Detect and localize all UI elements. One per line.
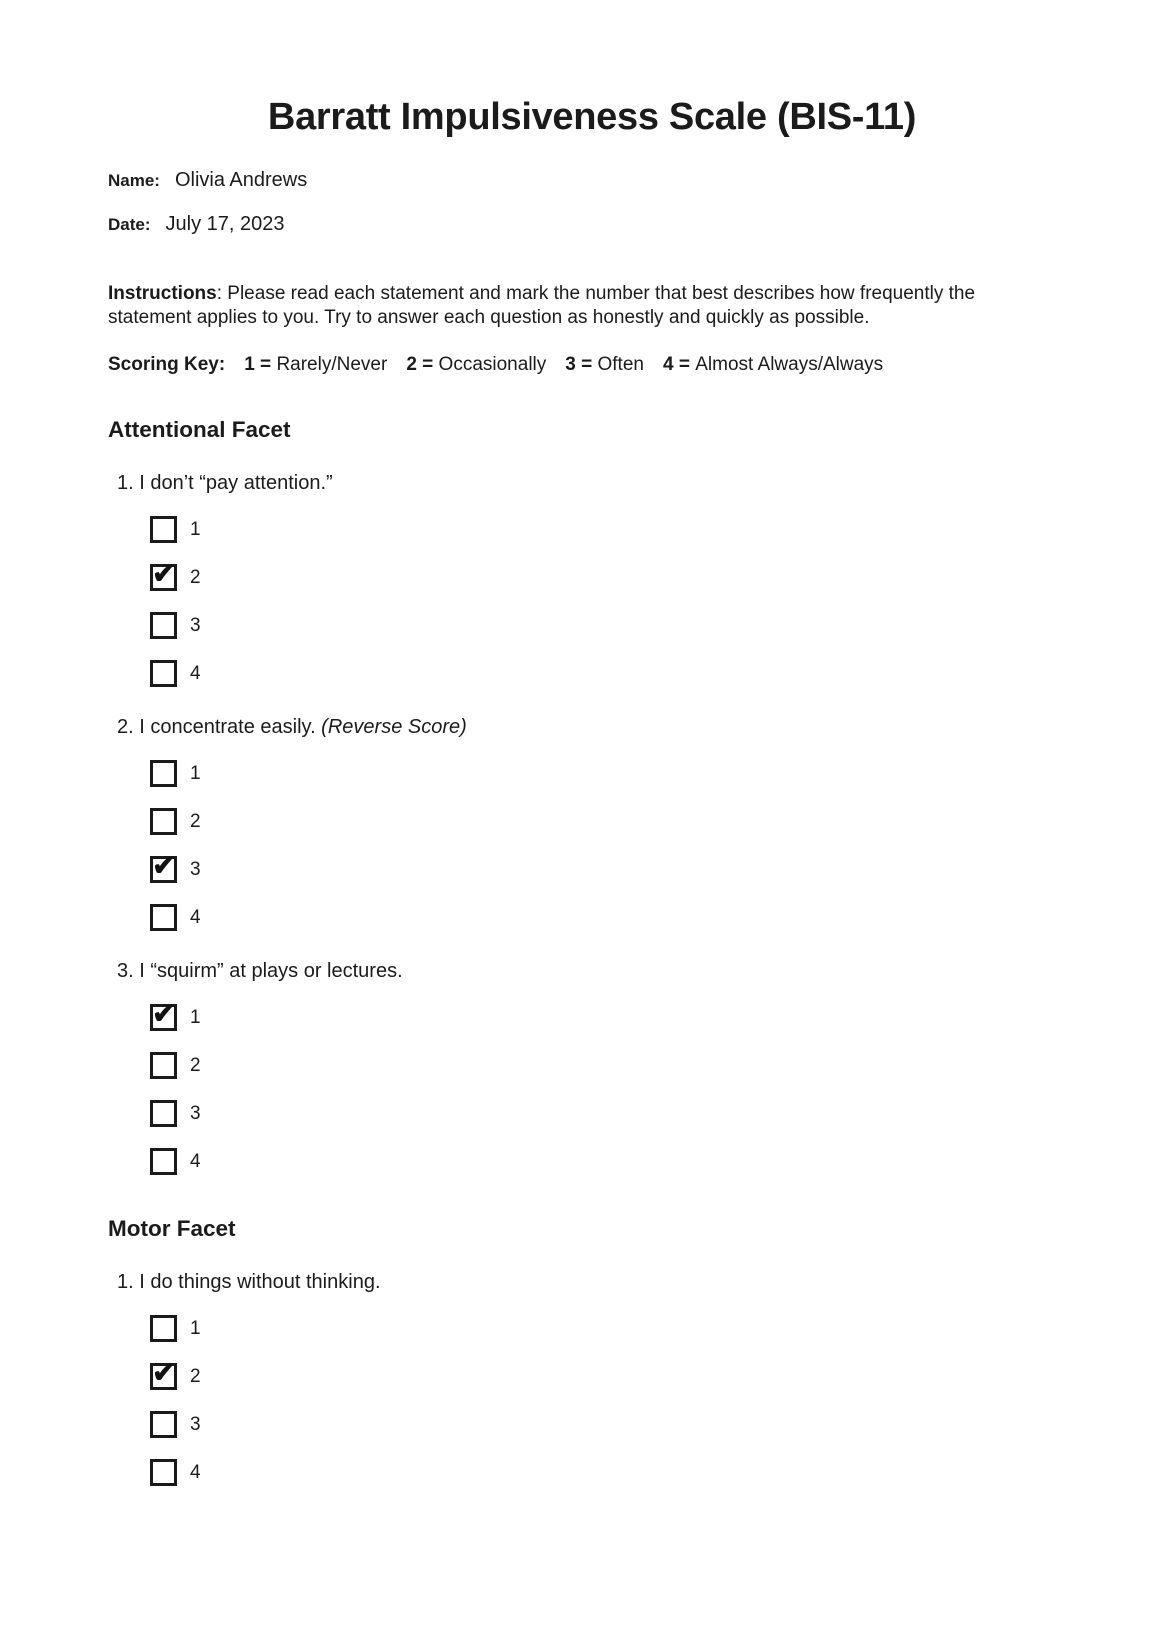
option-checkbox-4[interactable] [150,1459,177,1486]
instructions-label: Instructions [108,283,217,305]
option-checkbox-3[interactable] [150,612,177,639]
instructions-body: : Please read each statement and mark the number that best describes how frequently the statement applies to you. Try to answer each question as honestly and quickly as possible. [108,283,976,328]
date-value[interactable]: July 17, 2023 [165,213,285,236]
option-checkbox-2[interactable] [150,808,177,835]
option-checkbox-4[interactable] [150,1148,177,1175]
scoring-key-number: 2 = [406,354,439,376]
option-label: 4 [190,906,201,928]
option-label: 2 [190,810,201,832]
option-checkbox-2[interactable] [150,1358,177,1390]
section-heading: Attentional Facet [108,417,291,443]
scoring-key-item [565,354,644,375]
scoring-key-term: Almost Always/Always [695,354,884,376]
option-row [150,999,1076,1031]
option-checkbox-1[interactable] [150,999,177,1031]
scoring-key-term: Rarely/Never [276,354,388,376]
scoring-key-number: 1 = [244,354,277,376]
date-field-row [108,213,1076,236]
option-label: 1 [190,1006,201,1028]
option-label: 4 [190,662,201,684]
option-label: 3 [190,1102,201,1124]
name-value[interactable]: Olivia Andrews [174,169,308,192]
question [108,1271,1076,1486]
option-row [150,851,1076,883]
option-checkbox-3[interactable] [150,1411,177,1438]
question-text: 1. I don’t “pay attention.” [117,472,333,495]
section-motor-facet [108,1216,1076,1486]
option-row [150,904,1076,931]
scoring-key-term: Occasionally [438,354,547,376]
question [108,716,1076,931]
option-label: 2 [190,566,201,588]
question-text: 3. I “squirm” at plays or lectures. [117,960,403,983]
option-label: 2 [190,1365,201,1387]
question-text: 1. I do things without thinking. [117,1271,381,1294]
option-row [150,1315,1076,1342]
option-row [150,612,1076,639]
page-title: Barratt Impulsiveness Scale (BIS-11) [267,96,917,138]
option-label: 4 [190,1150,201,1172]
option-checkbox-1[interactable] [150,760,177,787]
name-label: Name: [108,171,160,191]
option-label: 4 [190,1461,201,1483]
checkmark-icon: ✔ [152,559,175,590]
option-row [150,1100,1076,1127]
section-attentional-facet [108,417,1076,1175]
question [108,472,1076,687]
date-label: Date: [108,215,151,235]
question-text: 2. I concentrate easily. (Reverse Score) [117,716,467,739]
question [108,960,1076,1175]
option-row [150,660,1076,687]
instructions [108,282,1018,329]
option-checkbox-3[interactable] [150,1100,177,1127]
option-row [150,1411,1076,1438]
option-row [150,1052,1076,1079]
option-row [150,1148,1076,1175]
option-row [150,516,1076,543]
scoring-key-label: Scoring Key: [108,354,226,376]
option-checkbox-1[interactable] [150,516,177,543]
option-checkbox-2[interactable] [150,1052,177,1079]
scoring-key-number: 4 = [662,354,696,376]
option-checkbox-4[interactable] [150,904,177,931]
option-checkbox-2[interactable] [150,559,177,591]
scoring-key-item [663,354,883,375]
option-label: 1 [190,518,201,540]
option-checkbox-4[interactable] [150,660,177,687]
option-row [150,1358,1076,1390]
checkmark-icon: ✔ [152,999,175,1030]
option-label: 1 [190,1317,201,1339]
option-checkbox-1[interactable] [150,1315,177,1342]
checkmark-icon: ✔ [152,851,175,882]
option-row [150,760,1076,787]
checkmark-icon: ✔ [152,1358,175,1389]
option-label: 3 [190,858,201,880]
scoring-key-number: 3 = [565,354,598,376]
name-field-row [108,169,1076,192]
question-note: (Reverse Score) [315,716,467,739]
option-row [150,1459,1076,1486]
section-heading: Motor Facet [108,1216,236,1242]
option-label: 3 [190,614,201,636]
sections-container [108,417,1076,1486]
option-checkbox-3[interactable] [150,851,177,883]
option-row [150,808,1076,835]
option-label: 1 [190,762,201,784]
option-label: 3 [190,1413,201,1435]
scoring-key-item [406,354,546,375]
option-label: 2 [190,1054,201,1076]
scoring-key-term: Often [597,354,644,376]
scoring-key [108,354,1076,376]
scoring-key-item [244,354,387,375]
option-row [150,559,1076,591]
